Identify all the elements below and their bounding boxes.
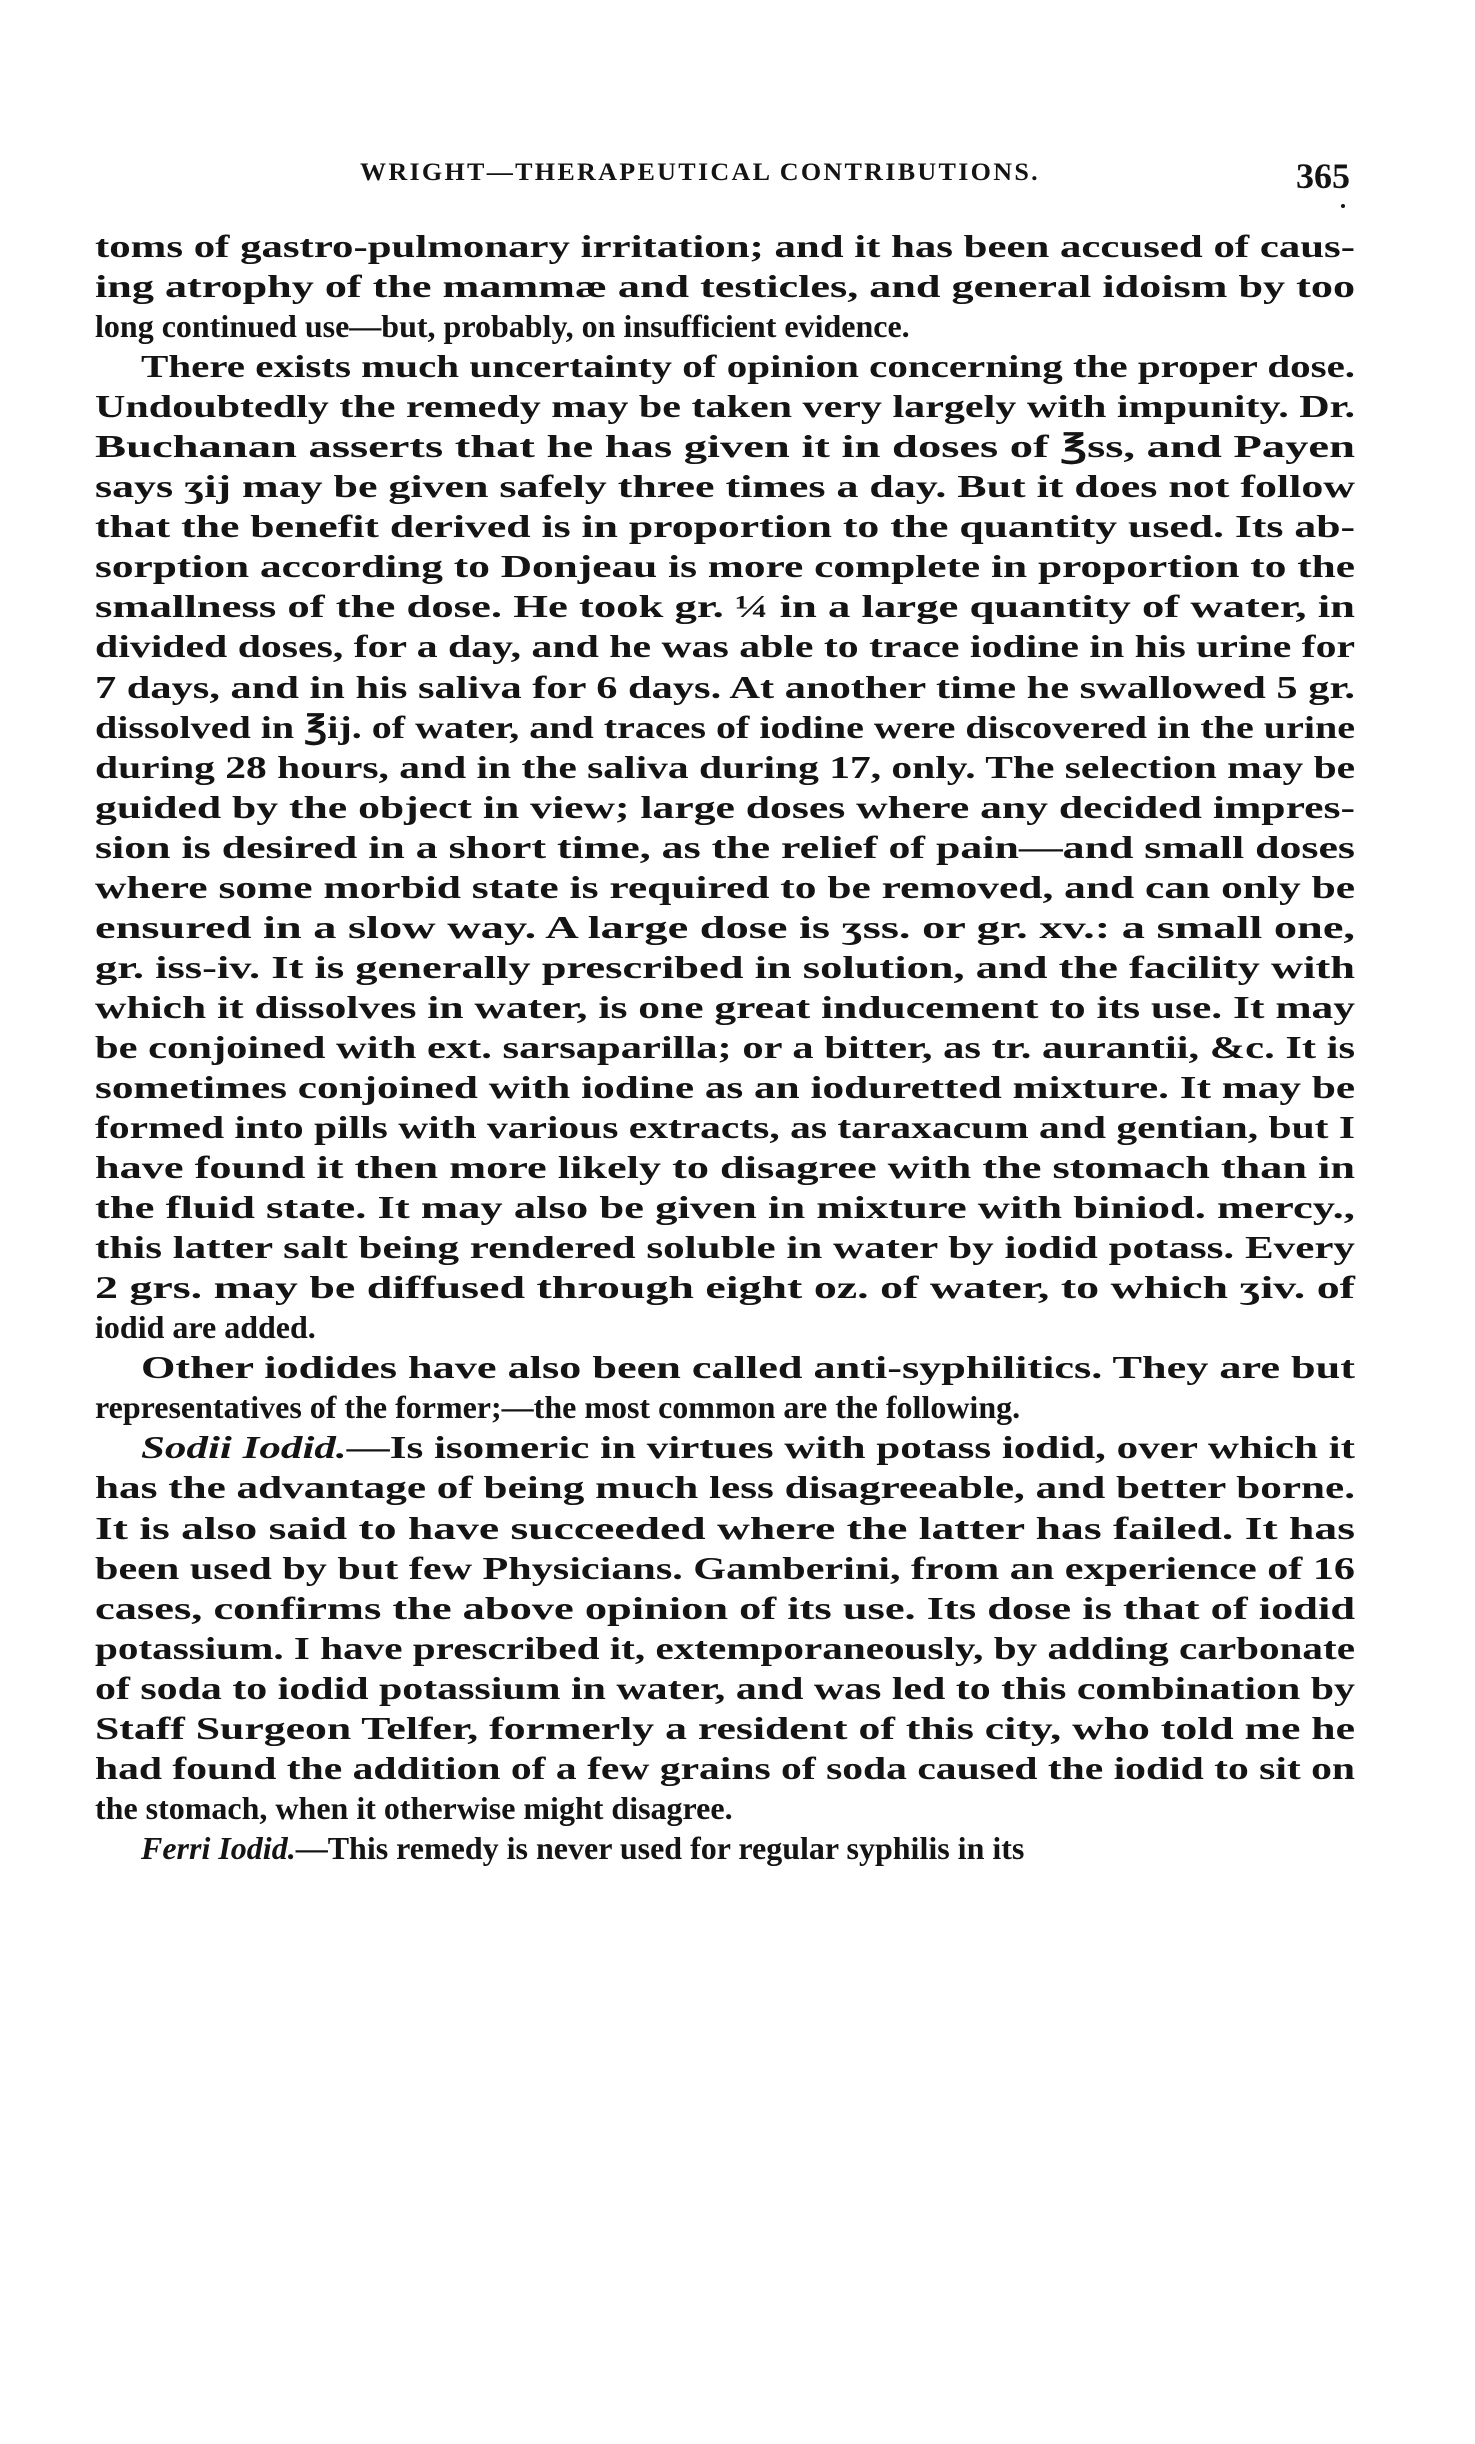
text-line: toms of gastro-pulmonary irritation; and it has been accused of caus- [95, 228, 1355, 264]
text-line: that the benefit derived is in proportion to the quantity used. Its ab- [95, 508, 1356, 545]
text-line: where some morbid state is required to be removed, and can only be [95, 868, 1356, 905]
text-line: It is also said to have succeeded where the latter has failed. It has [95, 1509, 1355, 1546]
text-line: says ʒij may be given safely three times a day. But it does not follow [95, 468, 1356, 505]
text-line: ing atrophy of the mammæ and testicles, and general idoism by too [95, 268, 1356, 305]
text-line: representatives of the former;—the most common are the following. [95, 1389, 1021, 1426]
text-line: Sodii Iodid.—Is isomeric in virtues with potass iodid, over which it [141, 1429, 1355, 1466]
text-line: during 28 hours, and in the saliva during 17, only. The selection may be [95, 748, 1356, 785]
text-line: this latter salt being rendered soluble in water by iodid potass. Every [95, 1229, 1355, 1266]
page-number: 365 [1296, 156, 1350, 196]
text-line: Undoubtedly the remedy may be taken very largely with impunity. Dr. [95, 388, 1355, 425]
text-line: cases, confirms the above opinion of its use. Its dose is that of iodid [95, 1589, 1356, 1626]
text-line: be conjoined with ext. sarsaparilla; or a bitter, as tr. aurantii, &c. It is [95, 1028, 1356, 1065]
text-line: formed into pills with various extracts, as taraxacum and gentian, but I [95, 1109, 1356, 1146]
paragraph-ferri-iodid [95, 1828, 1355, 1868]
text-line: had found the addition of a few grains of soda caused the iodid to sit on [95, 1749, 1356, 1786]
text-line: which it dissolves in water, is one great inducement to its use. It may [95, 988, 1356, 1025]
paragraph-dose [95, 346, 1355, 1347]
text-line: of soda to iodid potassium in water, and was led to this combination by [95, 1669, 1355, 1706]
body-text [95, 226, 1355, 1868]
text-line: There exists much uncertainty of opinion concerning the proper dose. [141, 348, 1356, 385]
text-line: Other iodides have also been called anti-syphilitics. They are but [141, 1349, 1355, 1386]
text-line: dissolved in ℥ij. of water, and traces of iodine were discovered in the urine [95, 708, 1355, 745]
text-line: gr. iss-iv. It is generally prescribed in solution, and the facility with [95, 948, 1355, 985]
text-line: Staff Surgeon Telfer, formerly a resident of this city, who told me he [95, 1709, 1355, 1746]
section-lead-ferri-iodid: Ferri Iodid. [141, 1829, 296, 1866]
text-line: smallness of the dose. He took gr. ¼ in a large quantity of water, in [95, 588, 1356, 625]
text-line: sion is desired in a short time, as the relief of pain—and small doses [95, 828, 1355, 865]
text-line: sometimes conjoined with iodine as an ioduretted mixture. It may be [95, 1068, 1356, 1105]
text-line: iodid are added. [95, 1309, 316, 1346]
text-line: divided doses, for a day, and he was able to trace iodine in his urine for [95, 628, 1355, 665]
section-lead-sodii-iodid: Sodii Iodid. [141, 1429, 347, 1466]
text-line: ensured in a slow way. A large dose is ʒss. or gr. xv.: a small one, [95, 908, 1356, 945]
text-line: potassium. I have prescribed it, extemporaneously, by adding carbonate [95, 1629, 1355, 1666]
text-line: sorption according to Donjeau is more complete in proportion to the [95, 548, 1356, 585]
paragraph-iodid-side-effects [95, 226, 1355, 346]
text-line: Buchanan asserts that he has given it in doses of ℥ss, and Payen [95, 428, 1355, 465]
text-line: 7 days, and in his saliva for 6 days. At another time he swallowed 5 gr. [95, 668, 1355, 705]
page-mark-dot [1341, 204, 1345, 208]
text-line: 2 grs. may be diffused through eight oz. of water, to which ʒiv. of [95, 1269, 1355, 1306]
running-head: WRIGHT—THERAPEUTICAL CONTRIBUTIONS. [360, 159, 1040, 186]
paragraph-other-iodides [95, 1347, 1355, 1427]
text-line: the fluid state. It may also be given in mixture with biniod. mercy., [95, 1189, 1355, 1226]
text-line: have found it then more likely to disagree with the stomach than in [95, 1149, 1355, 1186]
text-line: long continued use—but, probably, on insufficient evidence. [95, 308, 910, 345]
paragraph-sodii-iodid [95, 1427, 1355, 1827]
text-line: the stomach, when it otherwise might disagree. [95, 1789, 733, 1826]
text-line: guided by the object in view; large doses where any decided impres- [95, 788, 1356, 825]
text-line: has the advantage of being much less disagreeable, and better borne. [95, 1469, 1355, 1506]
text-line: Ferri Iodid.—This remedy is never used for regular syphilis in its [141, 1829, 1025, 1866]
text-line: been used by but few Physicians. Gamberini, from an experience of 16 [95, 1549, 1355, 1586]
page-header [360, 155, 1350, 199]
